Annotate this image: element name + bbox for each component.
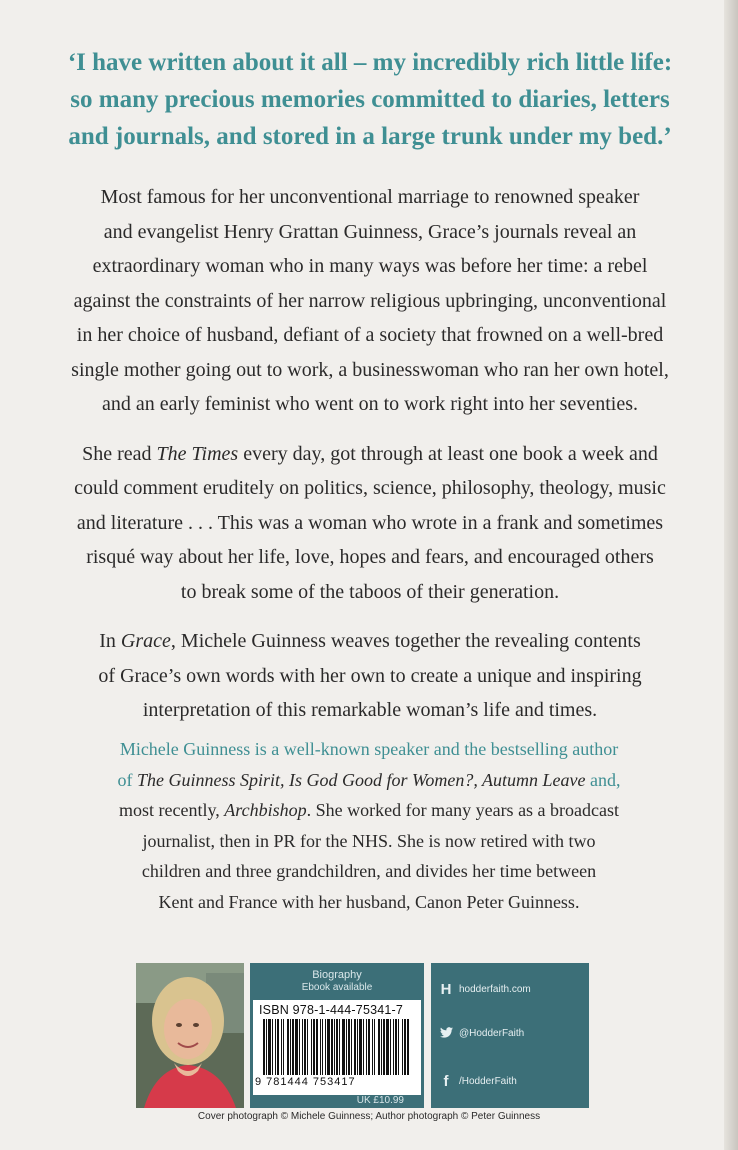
barcode-bar — [351, 1019, 352, 1075]
author-bio — [60, 734, 678, 917]
website-link[interactable]: hodderfaith.com — [459, 984, 531, 995]
text: every day, got through at least one book a week and — [238, 442, 658, 465]
price: UK £10.99 — [356, 1095, 404, 1106]
barcode-bar — [322, 1019, 323, 1075]
blurb-line: extraordinary woman who in many ways was before her time: a rebel — [92, 255, 648, 277]
blurb-line: and an early feminist who went on to work right into her seventies. — [102, 393, 638, 415]
bio-line: children and three grandchildren, and divides her time between — [141, 861, 597, 881]
barcode-bar — [304, 1019, 306, 1075]
barcode-bar — [383, 1019, 385, 1075]
barcode-bar — [325, 1019, 326, 1075]
barcode-bar — [320, 1019, 321, 1075]
barcode-bar — [292, 1019, 294, 1075]
barcode-bar — [272, 1019, 273, 1075]
barcode-bar — [346, 1019, 347, 1075]
barcode-bar — [348, 1019, 350, 1075]
text: most recently, — [118, 800, 225, 820]
photo-credits: Cover photograph © Michele Guinness; Author photograph © Peter Guinness — [197, 1111, 541, 1122]
bio-line: Michele Guinness is a well-known speaker and the bestselling author — [119, 739, 619, 759]
text: and, — [585, 769, 621, 790]
blurb-line: single mother going out to work, a businesswoman who ran her own hotel, — [71, 358, 669, 381]
blurb-line: against the constraints of her narrow religious upbringing, unconventional — [73, 289, 667, 312]
barcode-bar — [283, 1019, 284, 1075]
text: , Michele Guinness weaves together the revealing contents — [170, 630, 641, 652]
blurb-line: interpretation of this remarkable woman’s life and times. — [142, 699, 598, 721]
barcode-bar — [327, 1019, 330, 1075]
website-row[interactable] — [439, 981, 531, 998]
barcode-bar — [368, 1019, 370, 1075]
blurb-line: and evangelist Henry Grattan Guinness, Grace’s journals reveal an — [103, 220, 637, 243]
barcode-bar — [402, 1019, 403, 1075]
blurb-line: risqué way about her life, love, hopes and fears, and encouraged others — [86, 546, 654, 568]
barcode-bar — [395, 1019, 397, 1075]
barcode-bar — [342, 1019, 345, 1075]
barcode-bar — [334, 1019, 335, 1075]
barcode-bar — [381, 1019, 382, 1075]
barcode-bar — [398, 1019, 399, 1075]
barcode-bar — [290, 1019, 291, 1075]
pull-quote — [40, 44, 700, 155]
barcode-bar — [359, 1019, 362, 1075]
isbn-panel — [250, 963, 424, 1108]
barcode-digits: 9 781444 753417 — [255, 1076, 356, 1088]
facebook-row[interactable] — [439, 1073, 517, 1090]
barcode-bar — [393, 1019, 394, 1075]
bio-line — [60, 795, 678, 826]
text: She read — [82, 442, 157, 465]
barcode-bar — [331, 1019, 333, 1075]
blurb-paragraph-1 — [36, 180, 704, 422]
book-edge-shadow — [724, 0, 738, 1150]
quote-line: ‘I have written about it all – my incredibly rich little life: — [67, 49, 673, 76]
barcode-bar — [386, 1019, 389, 1075]
blurb — [36, 180, 704, 743]
book-title: Archbishop — [224, 800, 307, 820]
barcode-bar — [268, 1019, 271, 1075]
barcode-bar — [311, 1019, 312, 1075]
barcode-bar — [374, 1019, 375, 1075]
barcode-bar — [336, 1019, 338, 1075]
blurb-paragraph-2 — [36, 437, 704, 610]
barcode — [259, 1019, 415, 1077]
twitter-handle[interactable]: @HodderFaith — [459, 1028, 525, 1039]
blurb-line: of Grace’s own words with her own to create a unique and inspiring — [98, 664, 642, 687]
barcode-bar — [277, 1019, 279, 1075]
barcode-bar — [275, 1019, 276, 1075]
ebook-label: Ebook available — [301, 982, 373, 993]
book-titles: The Guinness Spirit, Is God Good for Women?, Autumn Leave — [137, 769, 586, 790]
author-photo — [136, 963, 244, 1108]
barcode-bar — [354, 1019, 356, 1075]
twitter-row[interactable] — [439, 1025, 524, 1042]
barcode-bar — [302, 1019, 303, 1075]
barcode-bar — [404, 1019, 406, 1075]
blurb-paragraph-3 — [36, 624, 704, 728]
barcode-bar — [281, 1019, 282, 1075]
book-title: Grace — [120, 630, 171, 652]
publisher-panel — [431, 963, 589, 1108]
barcode-bar — [378, 1019, 380, 1075]
barcode-bar — [316, 1019, 318, 1075]
blurb-line: could comment eruditely on politics, science, philosophy, theology, music — [74, 477, 666, 499]
barcode-bar — [295, 1019, 298, 1075]
barcode-bar — [390, 1019, 391, 1075]
barcode-bar — [307, 1019, 308, 1075]
barcode-bar — [263, 1019, 265, 1075]
blurb-line: Most famous for her unconventional marriage to renowned speaker — [100, 186, 640, 208]
barcode-bar — [266, 1019, 267, 1075]
isbn-number: ISBN 978-1-444-75341-7 — [259, 1003, 404, 1017]
barcode-bar — [287, 1019, 289, 1075]
text: . She worked for many years as a broadcast — [306, 800, 620, 820]
blurb-line — [36, 437, 704, 472]
barcode-bar — [366, 1019, 367, 1075]
bio-line: Kent and France with her husband, Canon Peter Guinness. — [158, 891, 580, 912]
barcode-bar — [363, 1019, 364, 1075]
barcode-bar — [357, 1019, 358, 1075]
barcode-bar — [339, 1019, 340, 1075]
barcode-bar — [313, 1019, 315, 1075]
blurb-line: to break some of the taboos of their generation. — [180, 580, 560, 603]
category-label: Biography — [312, 969, 362, 981]
quote-line: and journals, and stored in a large trunk under my bed.’ — [68, 123, 672, 150]
blurb-line — [36, 624, 704, 659]
barcode-area — [253, 1000, 421, 1095]
barcode-bar — [407, 1019, 409, 1075]
barcode-bar — [299, 1019, 300, 1075]
bio-line: journalist, then in PR for the NHS. She is now retired with two — [142, 830, 596, 851]
quote-line: so many precious memories committed to diaries, letters — [70, 86, 670, 113]
twitter-icon — [439, 1025, 453, 1042]
blurb-line: and literature . . . This was a woman who wrote in a frank and sometimes — [76, 511, 664, 534]
text: of — [117, 769, 137, 790]
facebook-icon: f — [443, 1073, 449, 1090]
blurb-line: in her choice of husband, defiant of a society that frowned on a well-bred — [76, 324, 664, 346]
facebook-handle[interactable]: /HodderFaith — [459, 1076, 517, 1087]
barcode-bar — [372, 1019, 373, 1075]
bio-line — [60, 765, 678, 796]
text: In — [99, 630, 121, 652]
newspaper-title: The Times — [156, 442, 239, 465]
hodder-logo-icon: H — [440, 981, 452, 998]
